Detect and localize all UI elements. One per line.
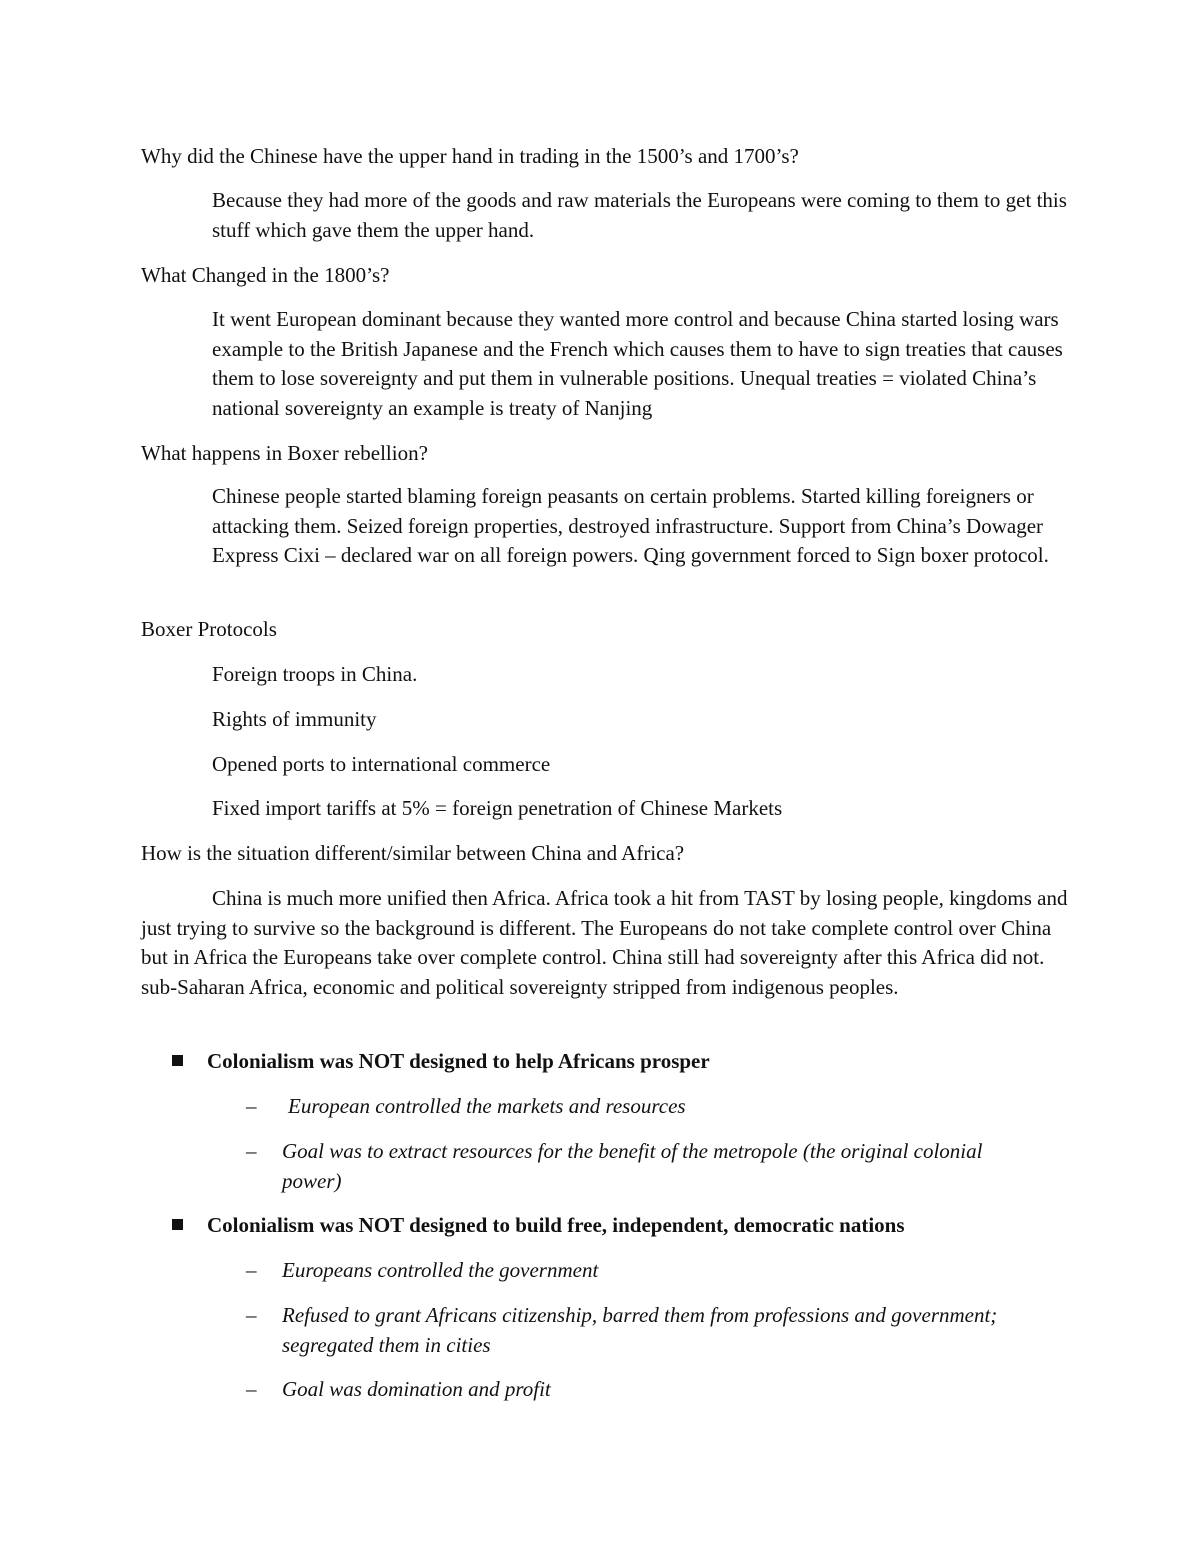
answer-trading: Because they had more of the goods and raw materials the Europeans were coming to them to get this stuff which gave them the upper hand. bbox=[212, 188, 1067, 242]
answer-1800s: It went European dominant because they wanted more control and because China started losing wars example to the British Japanese and the French which causes them to have to sign treaties that causes them to lose sovereignty and put them in vulnerable positions. Unequal treaties = violated China’s national sovereignty an example is treaty of Nanjing bbox=[212, 307, 1063, 420]
square-bullet-icon bbox=[172, 1055, 183, 1066]
sub-bullet-text: Goal was to extract resources for the benefit of the metropole (the original colonial power) bbox=[282, 1139, 983, 1193]
sub-bullet-item bbox=[246, 1375, 1046, 1405]
answer-boxer-rebellion: Chinese people started blaming foreign peasants on certain problems. Started killing foreigners or attacking them. Seized foreign properties, destroyed infrastructure. Support from China’s Dowager Express Cixi – declared war on all foreign powers. Qing government forced to Sign boxer protocol. bbox=[212, 484, 1049, 567]
protocol-item: Fixed import tariffs at 5% = foreign penetration of Chinese Markets bbox=[212, 796, 783, 820]
protocol-item: Rights of immunity bbox=[212, 707, 377, 731]
question-trading: Why did the Chinese have the upper hand in trading in the 1500’s and 1700’s? bbox=[141, 144, 799, 168]
sub-bullet-item bbox=[246, 1301, 1046, 1360]
sub-bullet-text: Europeans controlled the government bbox=[282, 1258, 599, 1282]
sub-bullet-item bbox=[246, 1092, 1046, 1122]
boxer-protocols-heading: Boxer Protocols bbox=[141, 617, 277, 641]
question-boxer-rebellion: What happens in Boxer rebellion? bbox=[141, 441, 428, 465]
question-1800s: What Changed in the 1800’s? bbox=[141, 263, 390, 287]
question-china-africa: How is the situation different/similar between China and Africa? bbox=[141, 841, 685, 865]
dash-bullet-icon: – bbox=[246, 1303, 257, 1327]
sub-bullet-text: Goal was domination and profit bbox=[282, 1377, 551, 1401]
protocol-item: Foreign troops in China. bbox=[212, 662, 418, 686]
sub-bullet-item bbox=[246, 1137, 1046, 1196]
sub-bullet-text: European controlled the markets and resources bbox=[288, 1094, 686, 1118]
sub-bullet-item bbox=[246, 1256, 1046, 1286]
answer-china-africa: China is much more unified then Africa. Africa took a hit from TAST by losing people, kingdoms and just trying to survive so the background is different. The Europeans do not take complete control over China but in Africa the Europeans take over complete control. China still had sovereignty after this Africa did not. sub-Saharan Africa, economic and political sovereignty stripped from indigenous peoples. bbox=[141, 886, 1068, 999]
sub-bullet-text: Refused to grant Africans citizenship, barred them from professions and government; segregated them in cities bbox=[282, 1303, 998, 1357]
protocol-item: Opened ports to international commerce bbox=[212, 752, 551, 776]
bullet-item bbox=[172, 1047, 1072, 1077]
bullet-title: Colonialism was NOT designed to build free, independent, democratic nations bbox=[207, 1213, 905, 1237]
dash-bullet-icon: – bbox=[246, 1139, 257, 1163]
dash-bullet-icon: – bbox=[246, 1094, 257, 1118]
bullet-item bbox=[172, 1211, 1072, 1241]
dash-bullet-icon: – bbox=[246, 1258, 257, 1282]
dash-bullet-icon: – bbox=[246, 1377, 257, 1401]
square-bullet-icon bbox=[172, 1219, 183, 1230]
bullet-title: Colonialism was NOT designed to help Africans prosper bbox=[207, 1049, 710, 1073]
